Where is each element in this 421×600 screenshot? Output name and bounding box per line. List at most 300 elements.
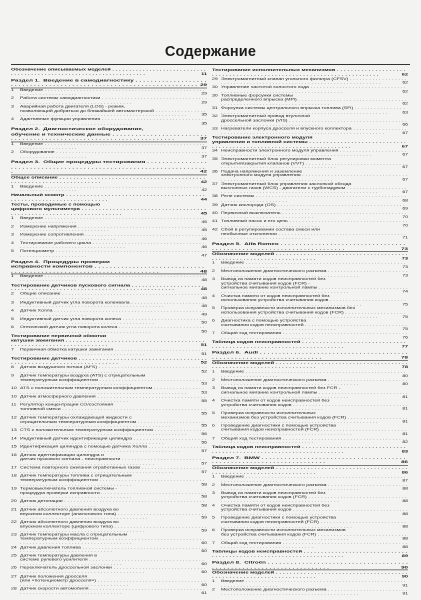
toc-page-number: 45 xyxy=(201,220,207,225)
toc-entry xyxy=(212,269,408,277)
toc-entry xyxy=(212,504,408,516)
toc-page-number: 42 xyxy=(200,169,207,175)
toc-heading xyxy=(212,69,408,78)
toc-number: 27 xyxy=(11,574,17,579)
toc-heading xyxy=(212,550,408,559)
toc-title: Проведение диагностики с помощью устройства считывания кодов неисправностей (FCR) . . . xyxy=(221,424,408,436)
title-rule xyxy=(11,64,410,65)
toc-title: Управление частотой холостого хода . . . xyxy=(221,86,408,94)
toc-heading xyxy=(212,361,408,370)
toc-page-number: 57 xyxy=(201,470,207,475)
toc-page-number: 48 xyxy=(201,296,207,301)
toc-entry xyxy=(11,416,207,429)
toc-title: Датчик Холла . . . xyxy=(20,309,207,317)
toc-page-number: 81 xyxy=(402,394,408,399)
toc-entry xyxy=(11,374,207,387)
toc-entry xyxy=(212,516,408,528)
toc-number: 7 xyxy=(212,331,215,336)
toc-title: Датчик атмосферного давления . . . xyxy=(20,395,207,403)
toc-page-number: 75 xyxy=(402,302,408,307)
toc-title: Адаптивные функции управления . . . xyxy=(20,117,207,125)
toc-page-number: 83 xyxy=(401,449,408,454)
toc-title: Индуктивный датчик угла поворота коленвала . . . xyxy=(20,301,207,309)
toc-title: Общие процедуры тестирования . . . xyxy=(11,160,207,174)
toc-title: Датчик температуры воздуха (ATS) с отрицательным температурным коэффициентом . . . xyxy=(20,374,207,387)
toc-page-number: 67 xyxy=(401,144,408,149)
toc-page-number: 50 xyxy=(201,329,207,334)
toc-title: Сбой в регулировании состава смеси или необычные отклонения . . . xyxy=(221,228,408,240)
toc-page-number: 62 xyxy=(402,81,408,86)
toc-title: Измерение сопротивления . . . xyxy=(20,233,207,241)
toc-title: Начальный осмотр . . . xyxy=(11,194,207,203)
toc-section xyxy=(212,242,408,252)
toc-entry xyxy=(212,127,408,135)
toc-entry xyxy=(11,250,207,258)
toc-title: Обозначение моделей . . . xyxy=(212,466,408,475)
toc-entry xyxy=(11,575,207,588)
toc-page-number: 48 xyxy=(201,278,207,283)
toc-page-number: 49 xyxy=(201,313,207,317)
toc-title: Обозначение моделей . . . xyxy=(212,571,408,580)
toc-entry xyxy=(11,274,207,282)
toc-entry xyxy=(212,149,408,157)
toc-number: 1 xyxy=(212,579,215,584)
toc-entry xyxy=(11,500,207,508)
toc-entry xyxy=(212,436,408,444)
toc-number: 6 xyxy=(212,319,215,324)
toc-title: Индуктивный датчик угла поворота колесa . . . xyxy=(20,317,207,325)
toc-entry xyxy=(11,428,207,436)
toc-page-number: 59 xyxy=(201,516,207,521)
toc-page-number: 60 xyxy=(201,541,207,546)
toc-title: Обозначение моделей . . . xyxy=(212,361,408,370)
toc-number: 2 xyxy=(11,96,14,101)
toc-heading xyxy=(11,357,207,366)
toc-entry xyxy=(212,94,408,106)
toc-page-number: 44 xyxy=(200,198,207,202)
toc-number: 38 xyxy=(212,194,218,199)
toc-page-number: 78 xyxy=(401,365,408,370)
toc-title: Форсунка системы центрального впрыска топлива (SFi) . . . xyxy=(221,106,408,114)
toc-entry xyxy=(212,580,408,588)
toc-title: Таблицы кодов неисправностей . . . xyxy=(212,550,408,559)
toc-title: Очистка памяти от кодов неисправностей без устройства считывания кодов . . . xyxy=(221,504,408,516)
toc-page-number: 90 xyxy=(401,564,408,570)
toc-title: Нагреватели корпуса дросселя и впускного коллектора . . . xyxy=(221,127,408,135)
toc-entry xyxy=(11,225,207,233)
toc-number: 23 xyxy=(11,532,17,537)
toc-page-number: 88 xyxy=(402,537,408,541)
toc-page-number: 53 xyxy=(201,382,207,387)
toc-page-number: 37 xyxy=(201,154,207,159)
toc-entry xyxy=(11,105,207,118)
toc-entry xyxy=(11,437,207,445)
toc-page-number: 76 xyxy=(402,335,408,340)
toc-title: Электромагнитный привод втулочной дроссельной заслонки (VIS) . . . xyxy=(221,115,408,127)
toc-entry xyxy=(11,292,207,300)
toc-number: Раздел 1. xyxy=(11,77,44,83)
toc-entry xyxy=(11,317,207,325)
toc-title: Датчик воздушного потока (AFS) . . . xyxy=(20,366,207,374)
toc-number: 6 xyxy=(212,424,215,428)
toc-page-number: 42 xyxy=(201,188,207,193)
toc-title: Введение . . . xyxy=(20,216,207,224)
toc-page-number: 70 xyxy=(402,215,408,220)
toc-page-number: 52 xyxy=(201,369,207,374)
toc-page-number: 57 xyxy=(201,449,207,454)
toc-title: Таблица кодов неисправностей . . . xyxy=(212,341,408,350)
toc-title: Audi . . . xyxy=(212,351,408,360)
toc-entry xyxy=(212,86,408,94)
toc-title: Общее описание . . . xyxy=(11,176,207,185)
toc-title: Идентификация цилиндра с помощью датчика Холла . . . xyxy=(20,445,207,453)
toc-entry xyxy=(212,182,408,194)
toc-entry xyxy=(212,294,408,306)
toc-page-number: 88 xyxy=(402,487,408,492)
toc-number: 37 xyxy=(212,182,218,187)
toc-title: Первичная обмотка катушки зажигания . . . xyxy=(20,348,207,356)
toc-entry xyxy=(212,399,408,411)
toc-title: Местоположение диагностического разъема . . . xyxy=(221,588,408,596)
toc-number: 24 xyxy=(11,545,17,550)
toc-section xyxy=(11,259,207,274)
toc-entry xyxy=(11,301,207,309)
toc-page-number: 60 xyxy=(201,562,207,567)
toc-title: Индуктивный датчик идентификации цилиндра . . . xyxy=(20,437,207,445)
toc-page-number: 35 xyxy=(201,113,207,118)
toc-page-number: 47 xyxy=(201,253,207,258)
toc-page-number: 88 xyxy=(402,545,408,550)
toc-page-number: 67 xyxy=(402,190,408,195)
toc-page-number: 67 xyxy=(402,153,408,158)
toc-title: Датчик давления топлива . . . xyxy=(20,546,207,554)
toc-page-number: 58 xyxy=(201,495,207,500)
toc-number: 35 xyxy=(212,157,218,162)
toc-title: Очистка памяти от кодов неисправностей без устройства считывания кодов . . . xyxy=(221,399,408,411)
toc-section xyxy=(11,78,207,88)
toc-entry xyxy=(11,520,207,533)
toc-page-number: 73 xyxy=(401,246,408,251)
toc-entry xyxy=(212,332,408,340)
toc-title: Датчик температуры топлива с отрицательным температурным коэффициентом . . . xyxy=(20,474,207,487)
toc-title: Общий ход тестирования . . . xyxy=(221,436,408,444)
toc-page-number: 88 xyxy=(402,512,408,516)
toc-title: Аварийная работа двигателя (LOS) - режим, позволяющий добраться до ближайшей автомастерской . . . xyxy=(20,105,207,118)
toc-number: 1 xyxy=(11,216,14,221)
toc-number: 1 xyxy=(11,142,14,146)
toc-page-number: 37 xyxy=(200,136,207,142)
toc-page-number: 60 xyxy=(201,570,207,575)
toc-entry xyxy=(212,424,408,436)
toc-title: Топливные форсунки системы распределенного впрыска (MPi) . . . xyxy=(221,94,408,106)
toc-entry xyxy=(212,278,408,295)
toc-page-number: 55 xyxy=(201,399,207,403)
toc-title: Введение . . . xyxy=(20,274,207,282)
toc-title: Общие описание . . . xyxy=(20,292,207,300)
toc-entry xyxy=(11,474,207,487)
toc-number: 4 xyxy=(212,399,215,403)
toc-page-number: 58 xyxy=(201,503,207,508)
toc-page-number: 88 xyxy=(402,524,408,529)
toc-number: 2 xyxy=(212,269,215,274)
toc-page-number: 55 xyxy=(201,424,207,429)
toc-page-number: 62 xyxy=(402,102,408,106)
toc-entry xyxy=(11,142,207,150)
toc-number: 1 xyxy=(11,274,14,279)
toc-number: 2 xyxy=(11,292,14,297)
toc-title: Тестирование датчиков . . . xyxy=(11,357,207,366)
toc-number: 32 xyxy=(212,114,218,119)
toc-title: Общий ход тестирования . . . xyxy=(221,332,408,340)
toc-number: 13 xyxy=(11,428,17,433)
toc-number: 4 xyxy=(212,294,215,299)
toc-entry xyxy=(11,546,207,554)
toc-number: 20 xyxy=(11,499,17,504)
toc-title: Подача напряжения и заземление электронного модуля управления . . . xyxy=(221,170,408,182)
toc-number: 10 xyxy=(11,394,17,399)
toc-number: 6 xyxy=(11,325,14,330)
toc-page-number: 46 xyxy=(201,237,207,241)
toc-number: 39 xyxy=(212,203,218,207)
toc-title: Работа системы самодиагностики . . . xyxy=(20,97,207,105)
toc-title: Оборудование . . . xyxy=(20,151,207,159)
toc-page-number: 73 xyxy=(402,273,408,278)
toc-number: 18 xyxy=(11,474,17,479)
toc-title: Вывод из памяти кодов неисправностей без устройства считывания кодов (FCR) - сигнальное мигание контрольной лампы . . . xyxy=(221,278,408,295)
toc-page-number: 91 xyxy=(402,583,408,588)
toc-number: Раздел 2. xyxy=(11,127,44,132)
toc-page-number: 52 xyxy=(200,361,207,366)
toc-heading xyxy=(212,571,408,580)
toc-number: 5 xyxy=(212,516,215,521)
toc-title: Вывод из памяти кодов неисправностей без устройства считывания кодов (FCR) . . . xyxy=(221,491,408,503)
toc-entry xyxy=(212,529,408,541)
toc-page-number: 60 xyxy=(201,583,207,588)
toc-title: Переключатель дроссельной заслонки . . . xyxy=(20,566,207,574)
toc-heading xyxy=(11,283,207,292)
toc-entry xyxy=(212,195,408,203)
toc-entry xyxy=(11,233,207,241)
toc-entry xyxy=(11,508,207,521)
toc-entry xyxy=(212,387,408,399)
toc-title: ATS с положительным температурным коэффициентом . . . xyxy=(20,387,207,395)
toc-number: 33 xyxy=(212,127,218,131)
toc-title: Датчик абсолютного давления воздуха во впускном коллекторе (цифрового типа) . . . xyxy=(20,520,207,533)
toc-title: Проверка исправности исполнительных механизмов без устройства считывания кодов (FCR) . . . xyxy=(221,529,408,541)
toc-entry xyxy=(212,378,408,386)
toc-title: Топливный насос и его цепь . . . xyxy=(221,220,408,228)
toc-heading xyxy=(11,335,207,348)
toc-page-number: 37 xyxy=(201,146,207,151)
toc-entry xyxy=(11,533,207,546)
toc-number: 29 xyxy=(212,77,218,82)
toc-title: Citroën . . . xyxy=(212,560,408,569)
toc-number: 10 xyxy=(11,386,17,391)
toc-page-number: 50 xyxy=(201,321,207,326)
toc-title: Обозначение описываемых моделей . . . xyxy=(11,68,207,77)
toc-heading xyxy=(212,341,408,350)
toc-number: 3 xyxy=(11,104,14,109)
toc-page-number: 88 xyxy=(402,499,408,504)
toc-page-number: 67 xyxy=(402,131,408,136)
toc-number: 5 xyxy=(11,317,14,322)
toc-entry xyxy=(212,491,408,503)
page-title: Содержание xyxy=(164,44,257,60)
toc-entry xyxy=(212,307,408,319)
toc-title: Датчик температуры давления в системе рулевого усилителя . . . xyxy=(20,554,207,567)
toc-entry xyxy=(11,309,207,317)
toc-column-right xyxy=(212,68,408,596)
toc-number: 1 xyxy=(11,184,14,189)
toc-entry xyxy=(11,117,207,125)
toc-number: 1 xyxy=(212,261,215,265)
toc-number: 4 xyxy=(11,117,14,122)
toc-number: Раздел 7. xyxy=(212,455,245,460)
toc-page-number: 48 xyxy=(201,304,207,309)
toc-title: Датчик абсолютного давления воздуха во впускном коллекторе (аналогового типа) . . . xyxy=(20,508,207,521)
toc-number: 16 xyxy=(11,453,17,458)
toc-page-number: 71 xyxy=(402,236,408,241)
toc-page-number: 48 xyxy=(200,268,207,274)
toc-page-number: 66 xyxy=(402,122,408,127)
toc-number: 5 xyxy=(11,249,14,254)
toc-page-number: 56 xyxy=(201,432,207,437)
toc-number: 1 xyxy=(11,88,14,92)
toc-title: Местоположение диагностического разъема . . . xyxy=(221,483,408,491)
toc-title: Введение в самодиагностику . . . xyxy=(11,78,207,87)
toc-page-number: 86 xyxy=(401,470,408,475)
toc-entry xyxy=(212,228,408,240)
toc-page-number: 51 xyxy=(200,343,207,348)
toc-title: Введение . . . xyxy=(221,580,408,588)
toc-number: 8 xyxy=(11,365,14,370)
toc-title: Датчик температуры масла с отрицательным температурным коэффициентом . . . xyxy=(20,533,207,546)
toc-title: Тестирование рабочего цикла . . . xyxy=(20,241,207,249)
toc-page-number: 53 xyxy=(201,390,207,395)
toc-page-number: 82 xyxy=(402,440,408,445)
toc-number: 17 xyxy=(11,466,17,470)
toc-page-number: 60 xyxy=(201,549,207,554)
toc-page-number: 42 xyxy=(200,180,207,185)
toc-entry xyxy=(11,366,207,374)
toc-entry xyxy=(212,588,408,596)
toc-number: 3 xyxy=(212,386,215,391)
toc-column-left xyxy=(11,68,207,596)
toc-page-number: 63 xyxy=(402,110,408,115)
toc-number: 9 xyxy=(11,373,14,378)
toc-number: 4 xyxy=(11,241,14,246)
toc-page-number: 45 xyxy=(201,228,207,233)
toc-title: Местоположение диагностического разъема . . . xyxy=(221,269,408,277)
toc-title: Система повторного сжигания отработанных газов . . . xyxy=(20,466,207,474)
toc-page-number: 80 xyxy=(402,382,408,387)
toc-entry xyxy=(11,403,207,416)
toc-title: Неисправности электронного модуля управления . . . xyxy=(221,149,408,157)
toc-heading xyxy=(212,252,408,261)
toc-title: Измерение напряжения . . . xyxy=(20,225,207,233)
toc-entry xyxy=(11,88,207,96)
toc-number: 2 xyxy=(212,587,215,592)
toc-title: CTS с положительным температурным коэффициентом . . . xyxy=(20,428,207,436)
toc-number: 28 xyxy=(11,587,17,592)
toc-title: Введение . . . xyxy=(20,88,207,96)
toc-number: 7 xyxy=(212,436,215,441)
toc-entry xyxy=(11,348,207,356)
toc-entry xyxy=(212,412,408,424)
toc-title: Местоположение диагностического разъема . . . xyxy=(221,378,408,386)
toc-title: Электромагнитный блок регулировки момента открытия/закрытия клапанов (VVT) . . . xyxy=(221,157,408,169)
toc-entry xyxy=(212,483,408,491)
toc-title: Датчик идентификации цилиндра и датчик пускового сигнала - неисправности . . . xyxy=(20,453,207,466)
toc-number: 25 xyxy=(11,553,17,558)
toc-page-number: 62 xyxy=(401,72,408,77)
toc-number: 11 xyxy=(11,403,17,408)
toc-page-number: 90 xyxy=(401,575,408,580)
toc-number: 22 xyxy=(11,520,17,525)
toc-title: Введение . . . xyxy=(221,261,408,269)
toc-title: Датчик температуры охлаждающей жидкости с отрицательным температурным коэффициентом . . . xyxy=(20,416,207,429)
toc-page-number: 80 xyxy=(402,374,408,378)
toc-number: Раздел 6. xyxy=(212,350,245,355)
toc-page-number: 67 xyxy=(402,165,408,170)
toc-section xyxy=(212,560,408,570)
toc-title: Датчик скорости автомобиля . . . xyxy=(20,587,207,595)
toc-page-number: 46 xyxy=(201,245,207,250)
toc-heading xyxy=(11,194,207,203)
toc-page-number: 51 xyxy=(201,352,207,356)
toc-entry xyxy=(11,387,207,395)
toc-number: Раздел 5. xyxy=(212,241,245,247)
toc-number: 41 xyxy=(212,219,218,224)
toc-entry xyxy=(212,106,408,114)
toc-title: Датчик кислорода (OS) . . . xyxy=(221,203,408,211)
toc-number: 2 xyxy=(212,378,215,383)
toc-heading xyxy=(11,68,207,77)
toc-section xyxy=(11,127,207,142)
toc-number: Раздел 3. xyxy=(11,160,44,165)
toc-number: 12 xyxy=(11,415,17,420)
toc-entry xyxy=(11,216,207,224)
toc-entry xyxy=(11,466,207,474)
toc-page-number: 29 xyxy=(201,92,207,97)
toc-title: Оптический датчик угла поворота колеса . . . xyxy=(20,326,207,334)
toc-page-number: 56 xyxy=(201,440,207,445)
toc-entry xyxy=(11,326,207,334)
toc-page-number: 73 xyxy=(401,256,408,261)
toc-title: Тесты, проводимые с помощью цифрового мультиметра . . . xyxy=(11,203,207,216)
toc-section xyxy=(212,351,408,361)
toc-entry xyxy=(212,319,408,331)
toc-page-number: 70 xyxy=(402,223,408,228)
toc-heading xyxy=(11,203,207,216)
toc-title: Alfa Romeo . . . xyxy=(212,242,407,251)
toc-title: Проведение диагностики с помощью устройства считывания кодов неисправностей (FCR) . . . xyxy=(221,516,408,528)
toc-entry xyxy=(11,241,207,249)
toc-title: Проверка исправности исполнительных механизмов без устройства считывания кодов (FCR) . . . xyxy=(221,412,408,424)
toc-title: Датчик положения дросселя (или «потенциометр дросселя») . . . xyxy=(20,575,207,588)
toc-number: 2 xyxy=(11,224,14,229)
toc-entry xyxy=(212,211,408,219)
toc-number: 36 xyxy=(212,169,218,174)
toc-page-number: 87 xyxy=(402,479,408,483)
toc-page-number: 69 xyxy=(402,207,408,211)
toc-page-number: 91 xyxy=(402,592,408,596)
toc-entry xyxy=(11,487,207,500)
toc-title: Диагностика с помощью устройства считывания кодов неисправностей . . . xyxy=(221,319,408,331)
toc-entry xyxy=(212,157,408,169)
toc-title: Регулятор концентрации СО/состояния топливной смеси . . . xyxy=(20,403,207,416)
toc-title: Проверка исправности исполнительных механизмов без использования устройства считывания кодов (FCR) . . . xyxy=(221,307,408,319)
